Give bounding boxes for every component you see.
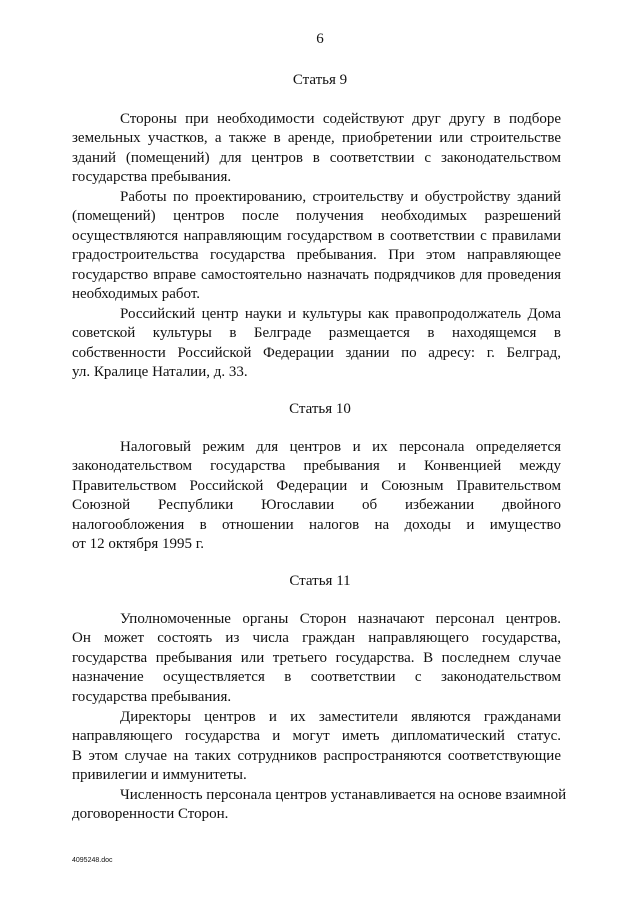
article-heading-11: Статья 11 (289, 573, 351, 589)
text-line: Директоры центров и их заместители являются гражданами (120, 709, 561, 725)
article-9-paragraph-2 (72, 188, 561, 304)
text-line: собственности Российской Федерации здании по адресу: г. Белград, (72, 344, 561, 361)
article-11-paragraph-3 (72, 786, 567, 825)
text-line: В этом случае на таких сотрудников распространяются соответствующие (72, 747, 561, 764)
text-line: Уполномоченные органы Сторон назначают персонал центров. (120, 611, 561, 627)
text-line: Стороны при необходимости содействуют друг другу в подборе (120, 111, 561, 127)
article-11-paragraph-2 (72, 708, 561, 786)
article-11-paragraph-1 (72, 610, 561, 707)
article-heading-9: Статья 9 (292, 72, 348, 88)
text-line: Правительством Российской Федерации и Союзным Правительством (72, 477, 561, 494)
text-line: привилегии и иммунитеты. (72, 767, 247, 784)
text-line: необходимых работ. (72, 286, 200, 303)
article-10-paragraph-1 (72, 438, 561, 554)
page-number: 6 (316, 31, 324, 47)
text-line: советской культуры в Белграде размещается в находящемся в (72, 325, 561, 342)
text-line: Союзной Республики Югославии об избежании двойного (72, 497, 561, 514)
article-9-paragraph-1 (72, 110, 561, 188)
footer-filename: 4095248.doc (72, 857, 113, 864)
text-line: Численность персонала центров устанавливается на основе взаимной (120, 787, 567, 803)
text-line: государства пребывания. (72, 169, 232, 186)
text-line: государства пребывания или третьего государства. В последнем случае (72, 649, 561, 666)
text-line: земельных участков, а также в аренде, приобретении или строительстве (72, 130, 561, 147)
text-line: ул. Кралице Наталии, д. 33. (72, 364, 248, 381)
text-line: государства пребывания. (72, 688, 232, 705)
text-line: (помещений) центров после получения необходимых разрешений (72, 208, 561, 225)
article-heading-10: Статья 10 (289, 401, 351, 417)
text-line: договоренности Сторон. (72, 806, 229, 823)
text-line: государство вправе самостоятельно назначать подрядчиков для проведения (72, 266, 561, 283)
text-line: Он может состоять из числа граждан направляющего государства, (72, 630, 561, 647)
text-line: Работы по проектированию, строительству и обустройству зданий (120, 189, 561, 205)
text-line: Налоговый режим для центров и их персонала определяется (120, 439, 561, 455)
text-line: направляющего государства и могут иметь дипломатический статус. (72, 728, 561, 745)
text-line: Российский центр науки и культуры как правопродолжатель Дома (120, 306, 561, 322)
text-line: градостроительства государства пребывания. При этом направляющее (72, 247, 561, 264)
text-line: зданий (помещений) для центров в соответствии с законодательством (72, 149, 561, 166)
text-line: назначение осуществляется в соответствии с законодательством (72, 669, 561, 686)
text-line: от 12 октября 1995 г. (72, 536, 204, 553)
text-line: законодательством государства пребывания и Конвенцией между (72, 458, 561, 475)
text-line: осуществляются направляющим государством в соответствии с правилами (72, 227, 561, 244)
text-line: налогообложения в отношении налогов на доходы и имущество (72, 516, 561, 533)
article-9-paragraph-3 (72, 305, 561, 383)
